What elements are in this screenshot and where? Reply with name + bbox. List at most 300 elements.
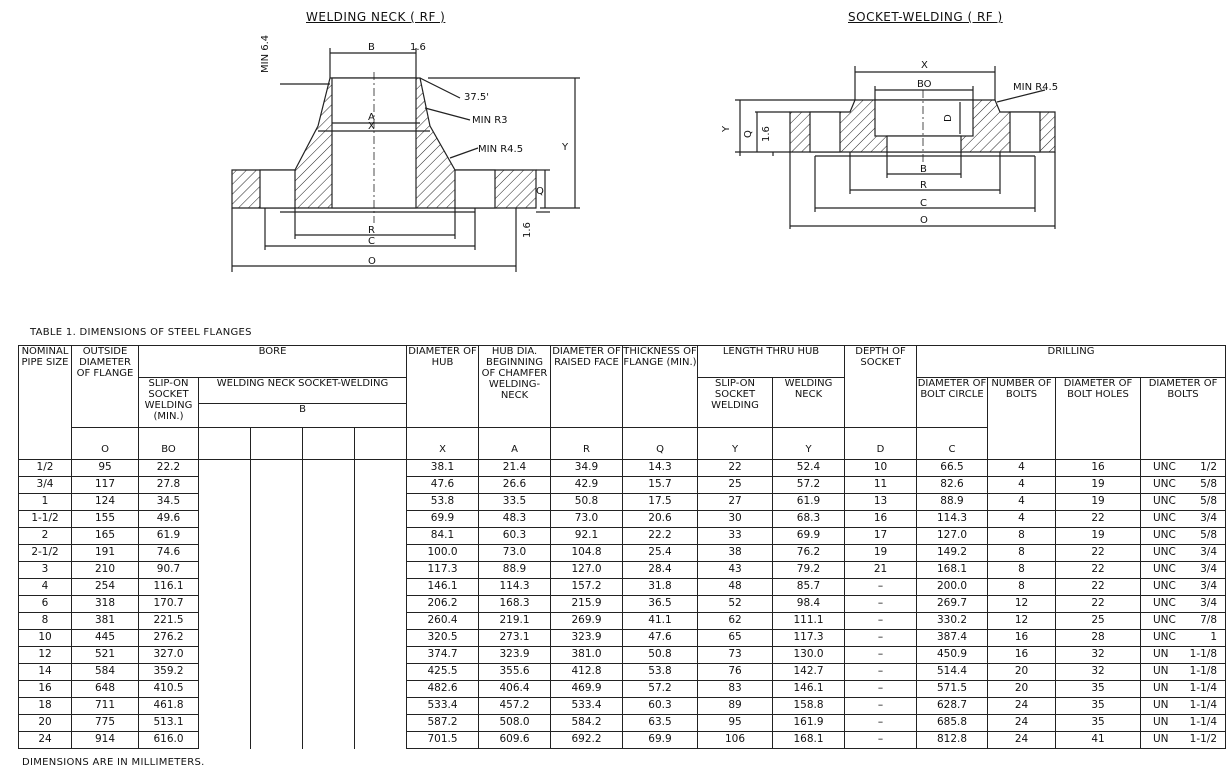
header-bo-symbol: BO	[139, 428, 199, 460]
cell-thread: UN	[1141, 715, 1183, 732]
cell-num: 16	[988, 630, 1056, 647]
cell-d: 17	[845, 528, 917, 545]
table-row	[19, 579, 1226, 596]
cell-c: 685.8	[917, 715, 988, 732]
cell-y-wn: 52.4	[773, 460, 845, 477]
cell-nps: 3/4	[19, 477, 72, 494]
table-row	[19, 613, 1226, 630]
cell-r: 215.9	[551, 596, 623, 613]
cell-bo: 616.0	[139, 732, 199, 749]
table-row	[19, 511, 1226, 528]
cell-x: 320.5	[407, 630, 479, 647]
cell-r: 50.8	[551, 494, 623, 511]
cell-bo: 74.6	[139, 545, 199, 562]
cell-b4	[355, 715, 407, 732]
cell-size: 1-1/2	[1183, 732, 1226, 749]
cell-r: 127.0	[551, 562, 623, 579]
wn-minr45-label: MIN R4.5	[478, 144, 524, 155]
cell-nps: 24	[19, 732, 72, 749]
cell-c: 114.3	[917, 511, 988, 528]
welding-neck-title: WELDING NECK ( RF )	[306, 10, 446, 24]
cell-r: 104.8	[551, 545, 623, 562]
cell-od: 584	[72, 664, 139, 681]
cell-r: 584.2	[551, 715, 623, 732]
header-nominal-pipe-size: NOMINAL PIPE SIZE	[19, 346, 72, 460]
welding-neck-drawing	[220, 28, 600, 278]
cell-a: 609.6	[479, 732, 551, 749]
cell-y-slip: 52	[698, 596, 773, 613]
cell-holes: 16	[1056, 460, 1141, 477]
table-row	[19, 698, 1226, 715]
cell-b1	[199, 460, 251, 477]
cell-x: 47.6	[407, 477, 479, 494]
cell-y-slip: 30	[698, 511, 773, 528]
header-diameter-raised-face: DIAMETER OF RAISED FACE	[551, 346, 623, 428]
cell-r: 323.9	[551, 630, 623, 647]
table-row	[19, 596, 1226, 613]
cell-num: 8	[988, 528, 1056, 545]
table-row	[19, 494, 1226, 511]
cell-d: 19	[845, 545, 917, 562]
cell-od: 155	[72, 511, 139, 528]
header-blank-2	[251, 428, 303, 460]
cell-x: 374.7	[407, 647, 479, 664]
header-wn-sw: WELDING NECK SOCKET-WELDING	[199, 378, 407, 404]
cell-y-slip: 106	[698, 732, 773, 749]
cell-a: 508.0	[479, 715, 551, 732]
cell-holes: 41	[1056, 732, 1141, 749]
cell-bo: 461.8	[139, 698, 199, 715]
cell-b4	[355, 647, 407, 664]
wn-min64-label: MIN 6.4	[260, 34, 271, 73]
cell-c: 387.4	[917, 630, 988, 647]
cell-nps: 10	[19, 630, 72, 647]
cell-a: 88.9	[479, 562, 551, 579]
cell-od: 95	[72, 460, 139, 477]
cell-num: 8	[988, 562, 1056, 579]
cell-b2	[251, 494, 303, 511]
cell-b3	[303, 511, 355, 528]
cell-a: 168.3	[479, 596, 551, 613]
cell-a: 355.6	[479, 664, 551, 681]
cell-c: 149.2	[917, 545, 988, 562]
cell-size: 1	[1183, 630, 1226, 647]
cell-d: –	[845, 596, 917, 613]
cell-b2	[251, 596, 303, 613]
cell-bo: 327.0	[139, 647, 199, 664]
cell-size: 7/8	[1183, 613, 1226, 630]
socket-welding-title: SOCKET-WELDING ( RF )	[848, 10, 1003, 24]
cell-b3	[303, 579, 355, 596]
cell-b4	[355, 477, 407, 494]
cell-bo: 34.5	[139, 494, 199, 511]
cell-b4	[355, 545, 407, 562]
cell-a: 219.1	[479, 613, 551, 630]
cell-y-wn: 85.7	[773, 579, 845, 596]
cell-od: 775	[72, 715, 139, 732]
cell-b3	[303, 562, 355, 579]
header-a-symbol: A	[479, 428, 551, 460]
wn-angle-label: 37.5'	[464, 92, 490, 103]
cell-c: 66.5	[917, 460, 988, 477]
cell-y-wn: 69.9	[773, 528, 845, 545]
cell-x: 38.1	[407, 460, 479, 477]
cell-q: 69.9	[623, 732, 698, 749]
cell-b3	[303, 494, 355, 511]
cell-q: 20.6	[623, 511, 698, 528]
cell-num: 12	[988, 596, 1056, 613]
cell-thread: UNC	[1141, 596, 1183, 613]
cell-b1	[199, 630, 251, 647]
cell-holes: 19	[1056, 477, 1141, 494]
cell-size: 1-1/8	[1183, 647, 1226, 664]
cell-b1	[199, 545, 251, 562]
header-x-symbol: X	[407, 428, 479, 460]
cell-d: –	[845, 664, 917, 681]
cell-d: –	[845, 613, 917, 630]
cell-a: 48.3	[479, 511, 551, 528]
cell-nps: 14	[19, 664, 72, 681]
cell-thread: UNC	[1141, 494, 1183, 511]
cell-b2	[251, 681, 303, 698]
cell-c: 628.7	[917, 698, 988, 715]
cell-bo: 116.1	[139, 579, 199, 596]
cell-num: 16	[988, 647, 1056, 664]
cell-a: 114.3	[479, 579, 551, 596]
cell-b4	[355, 698, 407, 715]
cell-thread: UN	[1141, 664, 1183, 681]
cell-q: 28.4	[623, 562, 698, 579]
cell-od: 381	[72, 613, 139, 630]
cell-d: –	[845, 579, 917, 596]
cell-b4	[355, 562, 407, 579]
cell-b4	[355, 732, 407, 749]
cell-a: 60.3	[479, 528, 551, 545]
cell-y-wn: 168.1	[773, 732, 845, 749]
cell-b1	[199, 562, 251, 579]
cell-y-wn: 98.4	[773, 596, 845, 613]
cell-num: 4	[988, 494, 1056, 511]
cell-thread: UNC	[1141, 460, 1183, 477]
cell-y-slip: 33	[698, 528, 773, 545]
header-blank-1	[199, 428, 251, 460]
cell-holes: 28	[1056, 630, 1141, 647]
header-outside-diameter: OUTSIDE DIAMETER OF FLANGE	[72, 346, 139, 428]
sw-minr45-label: MIN R4.5	[1013, 82, 1059, 93]
table-row	[19, 460, 1226, 477]
cell-bo: 90.7	[139, 562, 199, 579]
cell-od: 210	[72, 562, 139, 579]
cell-d: –	[845, 647, 917, 664]
cell-d: 10	[845, 460, 917, 477]
cell-x: 260.4	[407, 613, 479, 630]
cell-b3	[303, 664, 355, 681]
cell-nps: 1	[19, 494, 72, 511]
table-row	[19, 715, 1226, 732]
cell-q: 60.3	[623, 698, 698, 715]
cell-od: 521	[72, 647, 139, 664]
cell-r: 469.9	[551, 681, 623, 698]
cell-a: 457.2	[479, 698, 551, 715]
cell-q: 53.8	[623, 664, 698, 681]
cell-r: 157.2	[551, 579, 623, 596]
cell-od: 165	[72, 528, 139, 545]
cell-x: 100.0	[407, 545, 479, 562]
cell-nps: 6	[19, 596, 72, 613]
cell-q: 14.3	[623, 460, 698, 477]
cell-size: 1-1/4	[1183, 715, 1226, 732]
cell-y-wn: 76.2	[773, 545, 845, 562]
cell-b1	[199, 664, 251, 681]
header-y-wn-symbol: Y	[773, 428, 845, 460]
cell-thread: UN	[1141, 647, 1183, 664]
cell-y-slip: 76	[698, 664, 773, 681]
cell-b2	[251, 477, 303, 494]
sw-b-label: B	[920, 164, 927, 175]
cell-q: 22.2	[623, 528, 698, 545]
cell-nps: 8	[19, 613, 72, 630]
header-slip-on: SLIP-ON SOCKET WELDING (MIN.)	[139, 378, 199, 428]
cell-b1	[199, 613, 251, 630]
cell-c: 571.5	[917, 681, 988, 698]
table-row	[19, 664, 1226, 681]
cell-num: 4	[988, 460, 1056, 477]
cell-thread: UN	[1141, 698, 1183, 715]
cell-num: 24	[988, 732, 1056, 749]
cell-q: 41.1	[623, 613, 698, 630]
cell-y-slip: 48	[698, 579, 773, 596]
cell-od: 254	[72, 579, 139, 596]
cell-bo: 61.9	[139, 528, 199, 545]
cell-b2	[251, 613, 303, 630]
sw-y-label: Y	[721, 125, 732, 132]
cell-nps: 4	[19, 579, 72, 596]
cell-x: 587.2	[407, 715, 479, 732]
cell-nps: 2-1/2	[19, 545, 72, 562]
header-d-symbol: D	[845, 428, 917, 460]
cell-d: 11	[845, 477, 917, 494]
cell-y-wn: 146.1	[773, 681, 845, 698]
cell-b2	[251, 664, 303, 681]
wn-16-side-label: 1.6	[522, 222, 533, 238]
cell-od: 124	[72, 494, 139, 511]
cell-q: 17.5	[623, 494, 698, 511]
cell-b2	[251, 630, 303, 647]
cell-b2	[251, 528, 303, 545]
cell-num: 12	[988, 613, 1056, 630]
cell-size: 3/4	[1183, 579, 1226, 596]
cell-num: 20	[988, 681, 1056, 698]
cell-od: 191	[72, 545, 139, 562]
header-o-symbol: O	[72, 428, 139, 460]
cell-b3	[303, 477, 355, 494]
table-row	[19, 732, 1226, 749]
cell-b1	[199, 647, 251, 664]
cell-c: 450.9	[917, 647, 988, 664]
sw-o-label: O	[920, 215, 928, 226]
cell-holes: 35	[1056, 681, 1141, 698]
cell-y-slip: 89	[698, 698, 773, 715]
cell-size: 1/2	[1183, 460, 1226, 477]
cell-thread: UNC	[1141, 579, 1183, 596]
cell-q: 15.7	[623, 477, 698, 494]
cell-y-wn: 79.2	[773, 562, 845, 579]
cell-thread: UN	[1141, 732, 1183, 749]
header-bore: BORE	[139, 346, 407, 378]
wn-c-label: C	[368, 236, 375, 247]
cell-size: 1-1/4	[1183, 681, 1226, 698]
cell-q: 25.4	[623, 545, 698, 562]
cell-thread: UNC	[1141, 545, 1183, 562]
cell-r: 269.9	[551, 613, 623, 630]
cell-b4	[355, 613, 407, 630]
cell-x: 425.5	[407, 664, 479, 681]
cell-b3	[303, 698, 355, 715]
cell-size: 5/8	[1183, 477, 1226, 494]
cell-b1	[199, 579, 251, 596]
cell-r: 412.8	[551, 664, 623, 681]
cell-num: 8	[988, 545, 1056, 562]
cell-nps: 2	[19, 528, 72, 545]
cell-b3	[303, 715, 355, 732]
cell-num: 24	[988, 698, 1056, 715]
cell-d: –	[845, 681, 917, 698]
wn-x-label: X	[368, 121, 375, 132]
cell-b3	[303, 630, 355, 647]
header-number-of-bolts: NUMBER OF BOLTS	[988, 378, 1056, 460]
header-bolt-circle: DIAMETER OF BOLT CIRCLE	[917, 378, 988, 428]
cell-b1	[199, 528, 251, 545]
cell-thread: UNC	[1141, 562, 1183, 579]
cell-thread: UNC	[1141, 613, 1183, 630]
header-y-slip-symbol: Y	[698, 428, 773, 460]
cell-b2	[251, 698, 303, 715]
header-blank-4	[355, 428, 407, 460]
cell-size: 1-1/8	[1183, 664, 1226, 681]
cell-c: 88.9	[917, 494, 988, 511]
cell-b3	[303, 528, 355, 545]
sw-r-label: R	[920, 180, 927, 191]
cell-d: –	[845, 698, 917, 715]
cell-r: 533.4	[551, 698, 623, 715]
cell-b2	[251, 562, 303, 579]
cell-r: 42.9	[551, 477, 623, 494]
cell-b1	[199, 511, 251, 528]
cell-x: 117.3	[407, 562, 479, 579]
cell-c: 127.0	[917, 528, 988, 545]
cell-nps: 16	[19, 681, 72, 698]
cell-b4	[355, 579, 407, 596]
cell-x: 701.5	[407, 732, 479, 749]
cell-holes: 22	[1056, 562, 1141, 579]
cell-q: 63.5	[623, 715, 698, 732]
table-row	[19, 477, 1226, 494]
table-row	[19, 630, 1226, 647]
cell-q: 36.5	[623, 596, 698, 613]
cell-b4	[355, 681, 407, 698]
wn-q-label: Q	[536, 186, 544, 197]
cell-b4	[355, 511, 407, 528]
cell-d: –	[845, 630, 917, 647]
header-hub-dia-chamfer: HUB DIA. BEGINNING OF CHAMFER WELDING-NECK	[479, 346, 551, 428]
cell-bo: 410.5	[139, 681, 199, 698]
cell-thread: UNC	[1141, 511, 1183, 528]
cell-size: 3/4	[1183, 545, 1226, 562]
cell-od: 914	[72, 732, 139, 749]
cell-nps: 20	[19, 715, 72, 732]
cell-bo: 221.5	[139, 613, 199, 630]
cell-x: 533.4	[407, 698, 479, 715]
cell-b1	[199, 494, 251, 511]
cell-size: 3/4	[1183, 511, 1226, 528]
cell-y-slip: 62	[698, 613, 773, 630]
cell-b4	[355, 494, 407, 511]
wn-y-label: Y	[562, 142, 569, 153]
cell-d: 16	[845, 511, 917, 528]
cell-x: 84.1	[407, 528, 479, 545]
cell-b1	[199, 715, 251, 732]
cell-bo: 276.2	[139, 630, 199, 647]
cell-b4	[355, 630, 407, 647]
cell-nps: 1-1/2	[19, 511, 72, 528]
cell-b3	[303, 613, 355, 630]
wn-o-label: O	[368, 256, 376, 267]
sw-x-label: X	[921, 60, 928, 71]
sw-c-label: C	[920, 198, 927, 209]
header-b-symbol: B	[199, 404, 407, 428]
wn-16-top-label: 1.6	[410, 42, 426, 53]
cell-y-slip: 83	[698, 681, 773, 698]
header-thickness-of-flange: THICKNESS OF FLANGE (MIN.)	[623, 346, 698, 428]
cell-a: 21.4	[479, 460, 551, 477]
cell-b2	[251, 715, 303, 732]
cell-b1	[199, 596, 251, 613]
cell-b1	[199, 477, 251, 494]
cell-b2	[251, 511, 303, 528]
cell-holes: 32	[1056, 647, 1141, 664]
cell-nps: 1/2	[19, 460, 72, 477]
cell-b3	[303, 545, 355, 562]
cell-c: 269.7	[917, 596, 988, 613]
cell-q: 31.8	[623, 579, 698, 596]
cell-b4	[355, 460, 407, 477]
cell-a: 73.0	[479, 545, 551, 562]
cell-size: 3/4	[1183, 596, 1226, 613]
header-len-slip-on: SLIP-ON SOCKET WELDING	[698, 378, 773, 428]
cell-a: 323.9	[479, 647, 551, 664]
cell-y-slip: 25	[698, 477, 773, 494]
cell-od: 711	[72, 698, 139, 715]
cell-y-slip: 43	[698, 562, 773, 579]
cell-nps: 12	[19, 647, 72, 664]
cell-b3	[303, 460, 355, 477]
header-q-symbol: Q	[623, 428, 698, 460]
cell-b2	[251, 579, 303, 596]
cell-od: 648	[72, 681, 139, 698]
cell-b4	[355, 664, 407, 681]
cell-y-wn: 111.1	[773, 613, 845, 630]
header-bolt-holes: DIAMETER OF BOLT HOLES	[1056, 378, 1141, 460]
cell-a: 26.6	[479, 477, 551, 494]
cell-b4	[355, 528, 407, 545]
cell-y-slip: 65	[698, 630, 773, 647]
flange-dimensions-table	[18, 345, 1226, 749]
cell-r: 92.1	[551, 528, 623, 545]
sw-d-label: D	[943, 114, 954, 122]
cell-b3	[303, 596, 355, 613]
cell-c: 82.6	[917, 477, 988, 494]
cell-x: 69.9	[407, 511, 479, 528]
